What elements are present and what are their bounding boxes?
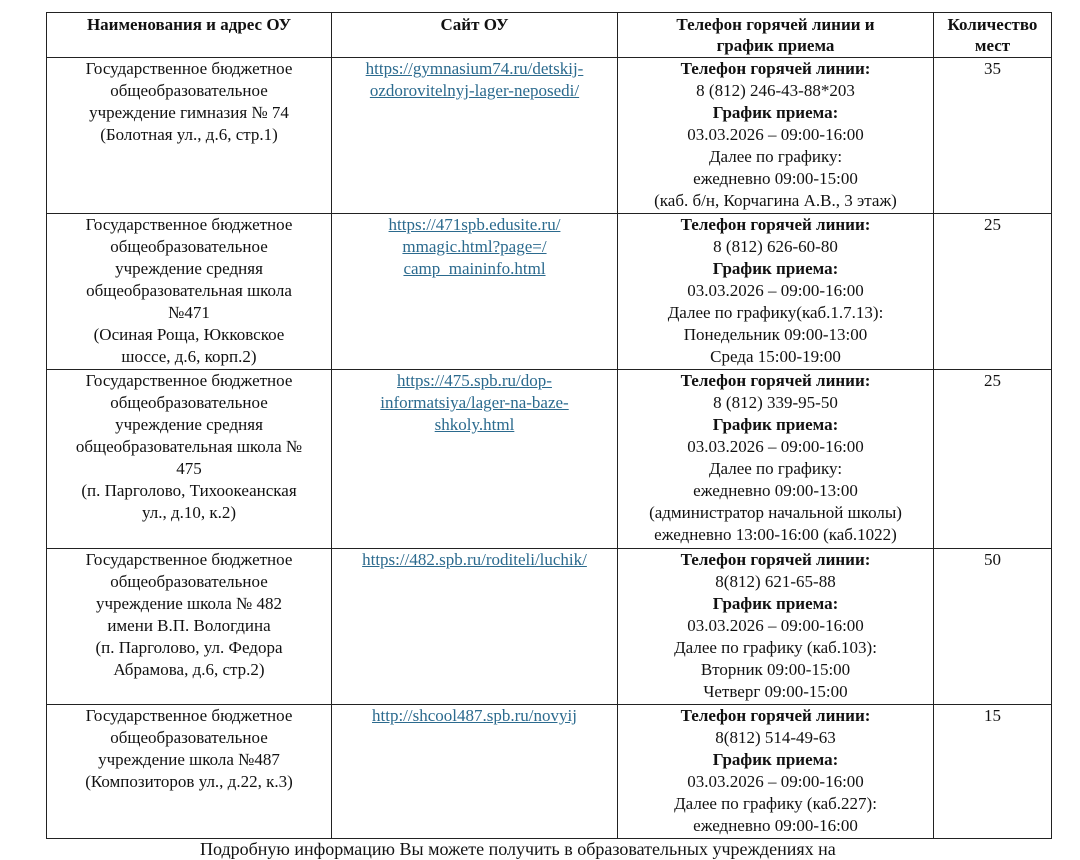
hotline-phone: 8(812) 514-49-63 [715, 728, 836, 747]
site-link[interactable]: camp_maininfo.html [403, 259, 546, 278]
site-link[interactable]: informatsiya/lager-na-baze- [380, 393, 569, 412]
schedule-line: 03.03.2026 – 09:00-16:00 [687, 125, 864, 144]
header-name-address [47, 13, 332, 58]
hotline-schedule-cell [618, 58, 934, 214]
school-name-line: общеобразовательная школа № [75, 437, 303, 456]
school-name-address-cell [47, 549, 332, 705]
school-name-line: №471 [168, 303, 210, 322]
table-row [47, 58, 1052, 214]
schedule-line: Далее по графику: [708, 147, 843, 166]
school-name-address-cell [47, 705, 332, 839]
school-name-address-cell [47, 370, 332, 549]
header-seats [934, 13, 1052, 58]
school-name-line: Абрамова, д.6, стр.2) [113, 660, 265, 679]
school-name-line: общеобразовательное [110, 393, 268, 412]
schedule-line: 03.03.2026 – 09:00-16:00 [687, 437, 864, 456]
school-name-line: Государственное бюджетное [85, 215, 293, 234]
header-site-text: Сайт ОУ [440, 15, 509, 34]
school-name-line: 475 [176, 459, 202, 478]
school-name-line: ул., д.10, к.2) [141, 503, 237, 522]
header-seats-line-1: Количество [947, 15, 1038, 34]
schedule-line: ежедневно 13:00-16:00 (каб.1022) [654, 525, 897, 544]
hotline-phone: 8 (812) 626-60-80 [713, 237, 838, 256]
schedule-line: (каб. б/н, Корчагина А.В., 3 этаж) [654, 191, 897, 210]
schedule-label: График приема: [712, 259, 839, 278]
schedule-label: График приема: [712, 594, 839, 613]
header-row [47, 13, 1052, 58]
site-link[interactable]: https://475.spb.ru/dop- [397, 371, 552, 390]
school-name-line: Государственное бюджетное [85, 59, 293, 78]
site-cell [332, 549, 618, 705]
site-link[interactable]: https://gymnasium74.ru/detskij- [365, 59, 584, 78]
schedule-line: Понедельник 09:00-13:00 [683, 325, 868, 344]
schedule-line: Далее по графику(каб.1.7.13): [667, 303, 884, 322]
schedule-line: ежедневно 09:00-15:00 [693, 169, 858, 188]
hotline-label: Телефон горячей линии: [680, 215, 871, 234]
seats-value: 15 [984, 706, 1001, 725]
hotline-phone: 8 (812) 246-43-88*203 [696, 81, 855, 100]
school-name-line: Государственное бюджетное [85, 706, 293, 725]
school-name-line: (Композиторов ул., д.22, к.3) [85, 772, 293, 791]
schedule-line: (администратор начальной школы) [649, 503, 902, 522]
school-name-line: Государственное бюджетное [85, 371, 293, 390]
school-name-line: Государственное бюджетное [85, 550, 293, 569]
seats-cell [934, 370, 1052, 549]
schedule-line: Четверг 09:00-15:00 [703, 682, 848, 701]
schedule-label: График приема: [712, 415, 839, 434]
site-link[interactable]: https://482.spb.ru/roditeli/luchik/ [362, 550, 587, 569]
school-name-line: (Осиная Роща, Юкковское [93, 325, 285, 344]
site-cell [332, 58, 618, 214]
school-name-line: шоссе, д.6, корп.2) [121, 347, 257, 366]
header-name-address-text: Наименования и адрес ОУ [86, 15, 292, 34]
schedule-line: 03.03.2026 – 09:00-16:00 [687, 281, 864, 300]
school-name-address-cell [47, 58, 332, 214]
header-phone-line-1: Телефон горячей линии и [676, 15, 875, 34]
hotline-label: Телефон горячей линии: [680, 371, 871, 390]
hotline-label: Телефон горячей линии: [680, 706, 871, 725]
hotline-label: Телефон горячей линии: [680, 59, 871, 78]
site-link[interactable]: https://471spb.edusite.ru/ [388, 215, 561, 234]
schedule-line: Далее по графику (каб.103): [674, 638, 877, 657]
school-name-line: учреждение средняя [115, 415, 263, 434]
schedule-line: Вторник 09:00-15:00 [700, 660, 851, 679]
schedule-line: Далее по графику (каб.227): [674, 794, 877, 813]
seats-cell [934, 58, 1052, 214]
school-name-address-cell [47, 214, 332, 370]
seats-cell [934, 705, 1052, 839]
schedule-line: 03.03.2026 – 09:00-16:00 [687, 772, 864, 791]
school-name-line: общеобразовательное [110, 572, 268, 591]
hotline-schedule-cell [618, 370, 934, 549]
hotline-schedule-cell [618, 214, 934, 370]
school-name-line: общеобразовательное [110, 81, 268, 100]
school-name-line: учреждение средняя [115, 259, 263, 278]
school-name-line: учреждение гимназия № 74 [89, 103, 289, 122]
seats-value: 25 [984, 371, 1001, 390]
footer-text: Подробную информацию Вы можете получить в образовательных учреждениях на [200, 839, 836, 859]
header-seats-line-2: мест [974, 36, 1011, 55]
schedule-label: График приема: [712, 103, 839, 122]
header-site [332, 13, 618, 58]
school-name-line: (п. Парголово, ул. Федора [95, 638, 283, 657]
site-link[interactable]: http://shcool487.spb.ru/novyij [372, 706, 577, 725]
site-cell [332, 370, 618, 549]
seats-cell [934, 214, 1052, 370]
seats-value: 50 [984, 550, 1001, 569]
school-name-line: (Болотная ул., д.6, стр.1) [100, 125, 278, 144]
table-row [47, 549, 1052, 705]
site-cell [332, 214, 618, 370]
schedule-label: График приема: [712, 750, 839, 769]
schedule-line: Далее по графику: [708, 459, 843, 478]
hotline-schedule-cell [618, 705, 934, 839]
hotline-label: Телефон горячей линии: [680, 550, 871, 569]
schedule-line: Среда 15:00-19:00 [710, 347, 841, 366]
schedule-line: ежедневно 09:00-16:00 [693, 816, 858, 835]
school-name-line: имени В.П. Вологдина [107, 616, 271, 635]
seats-value: 35 [984, 59, 1001, 78]
hotline-schedule-cell [618, 549, 934, 705]
site-link[interactable]: mmagic.html?page=/ [402, 237, 547, 256]
schedule-line: ежедневно 09:00-13:00 [693, 481, 858, 500]
table-row [47, 370, 1052, 549]
site-cell [332, 705, 618, 839]
site-link[interactable]: shkoly.html [434, 415, 515, 434]
table-row [47, 705, 1052, 839]
table-row [47, 214, 1052, 370]
header-phone-schedule [618, 13, 934, 58]
camps-table [46, 12, 1052, 839]
school-name-line: (п. Парголово, Тихоокеанская [81, 481, 297, 500]
hotline-phone: 8(812) 621-65-88 [715, 572, 836, 591]
school-name-line: общеобразовательное [110, 728, 268, 747]
school-name-line: общеобразовательная школа [86, 281, 292, 300]
school-name-line: учреждение школа № 482 [95, 594, 283, 613]
seats-cell [934, 549, 1052, 705]
school-name-line: учреждение школа №487 [98, 750, 280, 769]
site-link[interactable]: ozdorovitelnyj-lager-neposedi/ [369, 81, 580, 100]
seats-value: 25 [984, 215, 1001, 234]
school-name-line: общеобразовательное [110, 237, 268, 256]
schedule-line: 03.03.2026 – 09:00-16:00 [687, 616, 864, 635]
hotline-phone: 8 (812) 339-95-50 [713, 393, 838, 412]
header-phone-line-2: график приема [716, 36, 835, 55]
